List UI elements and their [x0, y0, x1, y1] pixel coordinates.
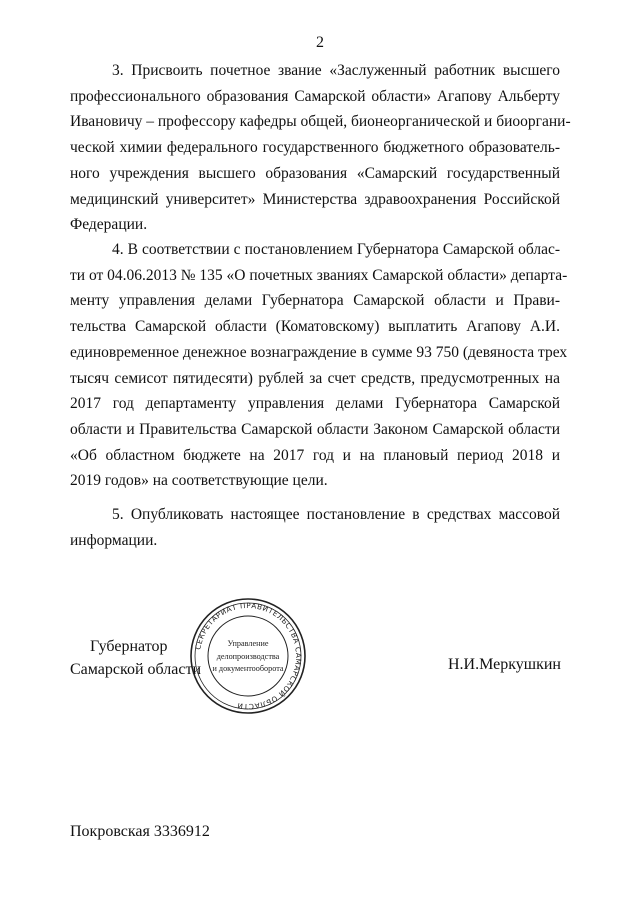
text-line: менту управления делами Губернатора Самарской области и Прави- — [70, 292, 560, 310]
text-line: тельства Самарской области (Коматовскому) выплатить Агапову А.И. — [70, 318, 560, 336]
text-line: Ивановичу – профессору кафедры общей, бионеорганической и биооргани- — [70, 113, 571, 131]
seal-ring-textpath: СЕКРЕТАРИАТ ПРАВИТЕЛЬСТВА САМАРСКОЙ ОБЛАСТИ — [193, 600, 304, 712]
text-line: ного учреждения высшего образования «Самарский государственный — [70, 164, 560, 182]
text-line: «Об областном бюджете на 2017 год и на плановый период 2018 и — [70, 446, 560, 464]
text-line: единовременное денежное вознаграждение в сумме 93 750 (девяноста трех — [70, 343, 568, 361]
page-number: 2 — [316, 34, 324, 51]
text-line: 5. Опубликовать настоящее постановление в средствах массовой — [112, 506, 560, 523]
paragraph-item-3 — [70, 58, 571, 238]
text-line: области и Правительства Самарской области Законом Самарской области — [70, 420, 560, 438]
signatory-title — [70, 635, 201, 681]
paragraph-item-4 — [70, 237, 568, 494]
text-line: профессионального образования Самарской области» Агапову Альберту — [70, 87, 560, 105]
seal-inner-line: Управление — [227, 639, 269, 648]
text-line: информации. — [70, 531, 158, 549]
text-line: Федерации. — [70, 216, 148, 234]
text-line: ти от 04.06.2013 № 135 «О почетных званиях Самарской области» департа- — [70, 266, 568, 284]
signatory-title-line: Самарской области — [70, 661, 201, 678]
text-line: тысяч семисот пятидесяти) рублей за счет средств, предусмотренных на — [70, 369, 560, 387]
signatory-title-line: Губернатор — [90, 638, 168, 655]
executor-footer: Покровская 3336912 — [70, 823, 210, 840]
text-line: 3. Присвоить почетное звание «Заслуженный работник высшего — [112, 62, 560, 79]
text-line: 2017 год департаменту управления делами Губернатора Самарской — [70, 395, 560, 413]
paragraph-item-5 — [70, 502, 560, 553]
seal-inner-line: делопроизводства — [216, 652, 280, 661]
official-seal-stamp — [188, 596, 308, 716]
seal-inner-line: и документооборота — [212, 664, 284, 673]
signatory-name: Н.И.Меркушкин — [448, 656, 561, 673]
text-line: 4. В соответствии с постановлением Губернатора Самарской облас- — [112, 241, 560, 258]
text-line: медицинский университет» Министерства здравоохранения Российской — [70, 190, 560, 208]
text-line: 2019 годов» на соответствующие цели. — [70, 472, 328, 490]
text-line: ческой химии федерального государственного бюджетного образователь- — [70, 139, 560, 157]
